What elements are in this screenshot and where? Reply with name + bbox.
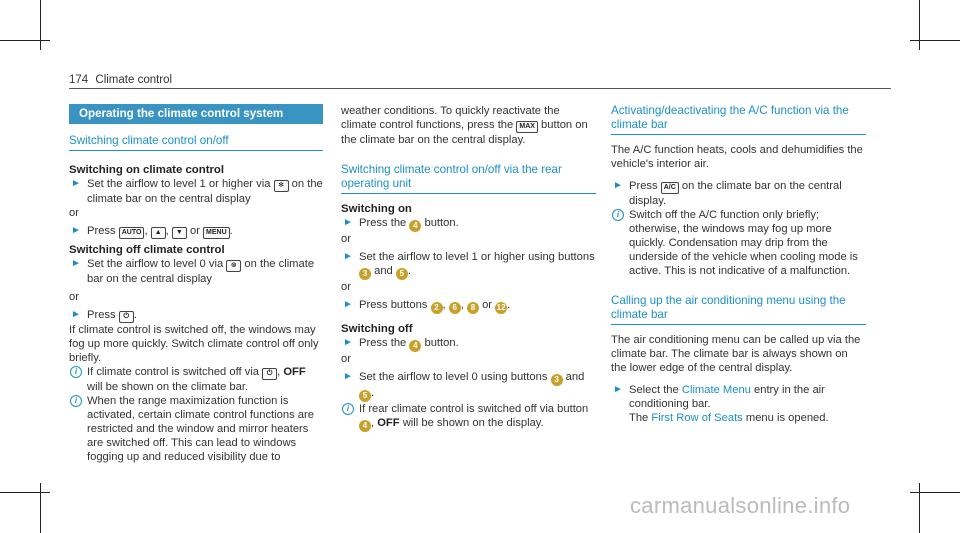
subheading-ac: Activating/deactivating the A/C function via the climate bar <box>611 104 866 135</box>
step-press-ac: ► Press A/C on the climate bar on the central display. <box>613 180 842 207</box>
page-number: 174 <box>69 74 89 86</box>
crop-mark <box>0 492 50 493</box>
ac-intro: The A/C function heats, cools and dehumidifies the vehicle's interior air. <box>611 144 863 170</box>
info-note-off: i If climate control is switched off via ⏻ , OFF will be shown on the climate bar. <box>69 365 323 394</box>
crop-mark <box>919 0 920 50</box>
ac-icon: A/C <box>661 182 679 194</box>
step-arrow-icon: ► <box>71 309 81 320</box>
or-text: or <box>69 207 79 219</box>
step-set-airflow: ► Set the airflow to level 1 or higher via ✻ on the climate bar on the central display <box>71 178 323 205</box>
crop-mark <box>0 40 50 41</box>
step-press-4: ► Press the 4 button. <box>343 217 459 230</box>
power-icon: ⏻ <box>119 311 134 323</box>
step-airflow-zero-buttons: ► Set the airflow to level 0 using buttons 3 and 5 . <box>343 371 585 400</box>
crop-mark <box>40 483 41 533</box>
or-text: or <box>341 233 351 245</box>
auto-icon: AUTO <box>119 227 145 239</box>
callout-badge: 4 <box>409 220 421 232</box>
menu-icon: MENU <box>203 227 230 239</box>
ac-menu-intro: The air conditioning menu can be called up via the climate bar. The climate bar is always shown on the lower edge of the central display. <box>611 334 861 374</box>
crop-mark <box>40 0 41 50</box>
callout-badge: 5 <box>396 268 408 280</box>
header-divider <box>69 88 891 89</box>
step-arrow-icon: ► <box>613 180 623 191</box>
info-icon: i <box>612 209 624 221</box>
step-arrow-icon: ► <box>343 299 353 310</box>
page-header <box>69 73 172 87</box>
section-title: Operating the climate control system <box>69 104 323 124</box>
max-defrost-icon: MAX <box>516 121 538 133</box>
heading-switching-off: Switching off climate control <box>69 244 225 256</box>
step-arrow-icon: ► <box>71 225 81 236</box>
info-note-rear: i If rear climate control is switched off via button 4 , OFF will be shown on the display. <box>341 402 596 432</box>
step-arrow-icon: ► <box>71 178 81 189</box>
callout-badge: 3 <box>551 374 563 386</box>
callout-badge: 4 <box>409 340 421 352</box>
step-airflow-buttons: ► Set the airflow to level 1 or higher using buttons 3 and 5 . <box>343 251 595 278</box>
or-text: or <box>341 353 351 365</box>
fan-off-icon: ⊗ <box>226 260 241 272</box>
step-arrow-icon: ► <box>71 258 81 269</box>
callout-badge: 2 <box>431 302 443 314</box>
step-arrow-icon: ► <box>343 251 353 262</box>
info-note-ac: i Switch off the A/C function only briefly; otherwise, the windows may fog up more quickly. Condensation may drip from the underside of the vehicle when cooling mode is active. This is not indicative of a malfunction. <box>611 208 866 278</box>
step-press-4-off: ► Press the 4 button. <box>343 337 459 350</box>
step-set-airflow-zero: ► Set the airflow to level 0 via ⊗ on the climate bar on the central display <box>71 258 315 285</box>
subheading-switching: Switching climate control on/off <box>69 134 323 151</box>
or-text: or <box>69 291 79 303</box>
off-warning-text: If climate control is switched off, the windows may fog up more quickly. Switch climate control off only briefly. <box>69 324 319 364</box>
step-arrow-icon: ► <box>343 217 353 228</box>
heading-switching-off: Switching off <box>341 323 413 335</box>
step-arrow-icon: ► <box>613 384 623 395</box>
callout-badge: 3 <box>359 268 371 280</box>
callout-badge: 12 <box>496 303 506 312</box>
crop-mark <box>919 483 920 533</box>
step-select-climate-menu: ► Select the Climate Menu entry in the air conditioning bar. The First Row of Seats menu is opened. <box>613 384 829 424</box>
info-icon: i <box>342 403 354 415</box>
info-note-range: i When the range maximization function is activated, certain climate control functions are restricted and the window and mirror heaters are switched off. This can lead to windows fogging up and reduced visibility due to <box>69 394 323 464</box>
fan-down-icon: ▼ <box>172 227 187 239</box>
subheading-rear-unit: Switching climate control on/off via the rear operating unit <box>341 163 596 194</box>
watermark: carmanualsonline.info <box>630 493 851 518</box>
climate-menu-link[interactable]: Climate Menu <box>681 384 751 396</box>
page-title: Climate control <box>95 74 173 86</box>
heading-switching-on: Switching on <box>341 203 412 215</box>
or-text: or <box>341 281 351 293</box>
crop-mark <box>910 40 960 41</box>
step-press-power: ► Press ⏻ . <box>71 309 137 321</box>
step-arrow-icon: ► <box>343 337 353 348</box>
first-row-seats-link[interactable]: First Row of Seats <box>651 412 743 424</box>
crop-mark <box>910 492 960 493</box>
callout-badge: 4 <box>359 420 371 432</box>
column-left <box>69 104 323 464</box>
fan-icon: ✻ <box>274 180 289 192</box>
continued-text: weather conditions. To quickly reactivate the climate control functions, press the MAX button on the climate bar on the central display. <box>341 105 588 146</box>
subheading-ac-menu: Calling up the air conditioning menu using the climate bar <box>611 294 866 325</box>
step-press-auto: ► Press AUTO , ▲ , ▼ or MENU . <box>71 225 233 237</box>
info-icon: i <box>70 366 82 378</box>
column-middle <box>341 104 596 432</box>
callout-badge: 8 <box>467 302 479 314</box>
power-icon: ⏻ <box>262 368 277 380</box>
callout-badge: 5 <box>359 390 371 402</box>
step-arrow-icon: ► <box>343 371 353 382</box>
info-icon: i <box>70 395 82 407</box>
fan-up-icon: ▲ <box>151 227 166 239</box>
step-press-buttons: ► Press buttons 2 , 6 , 8 or 12 . <box>343 299 511 312</box>
callout-badge: 6 <box>449 302 461 314</box>
heading-switching-on: Switching on climate control <box>69 164 225 176</box>
column-right <box>611 104 866 425</box>
